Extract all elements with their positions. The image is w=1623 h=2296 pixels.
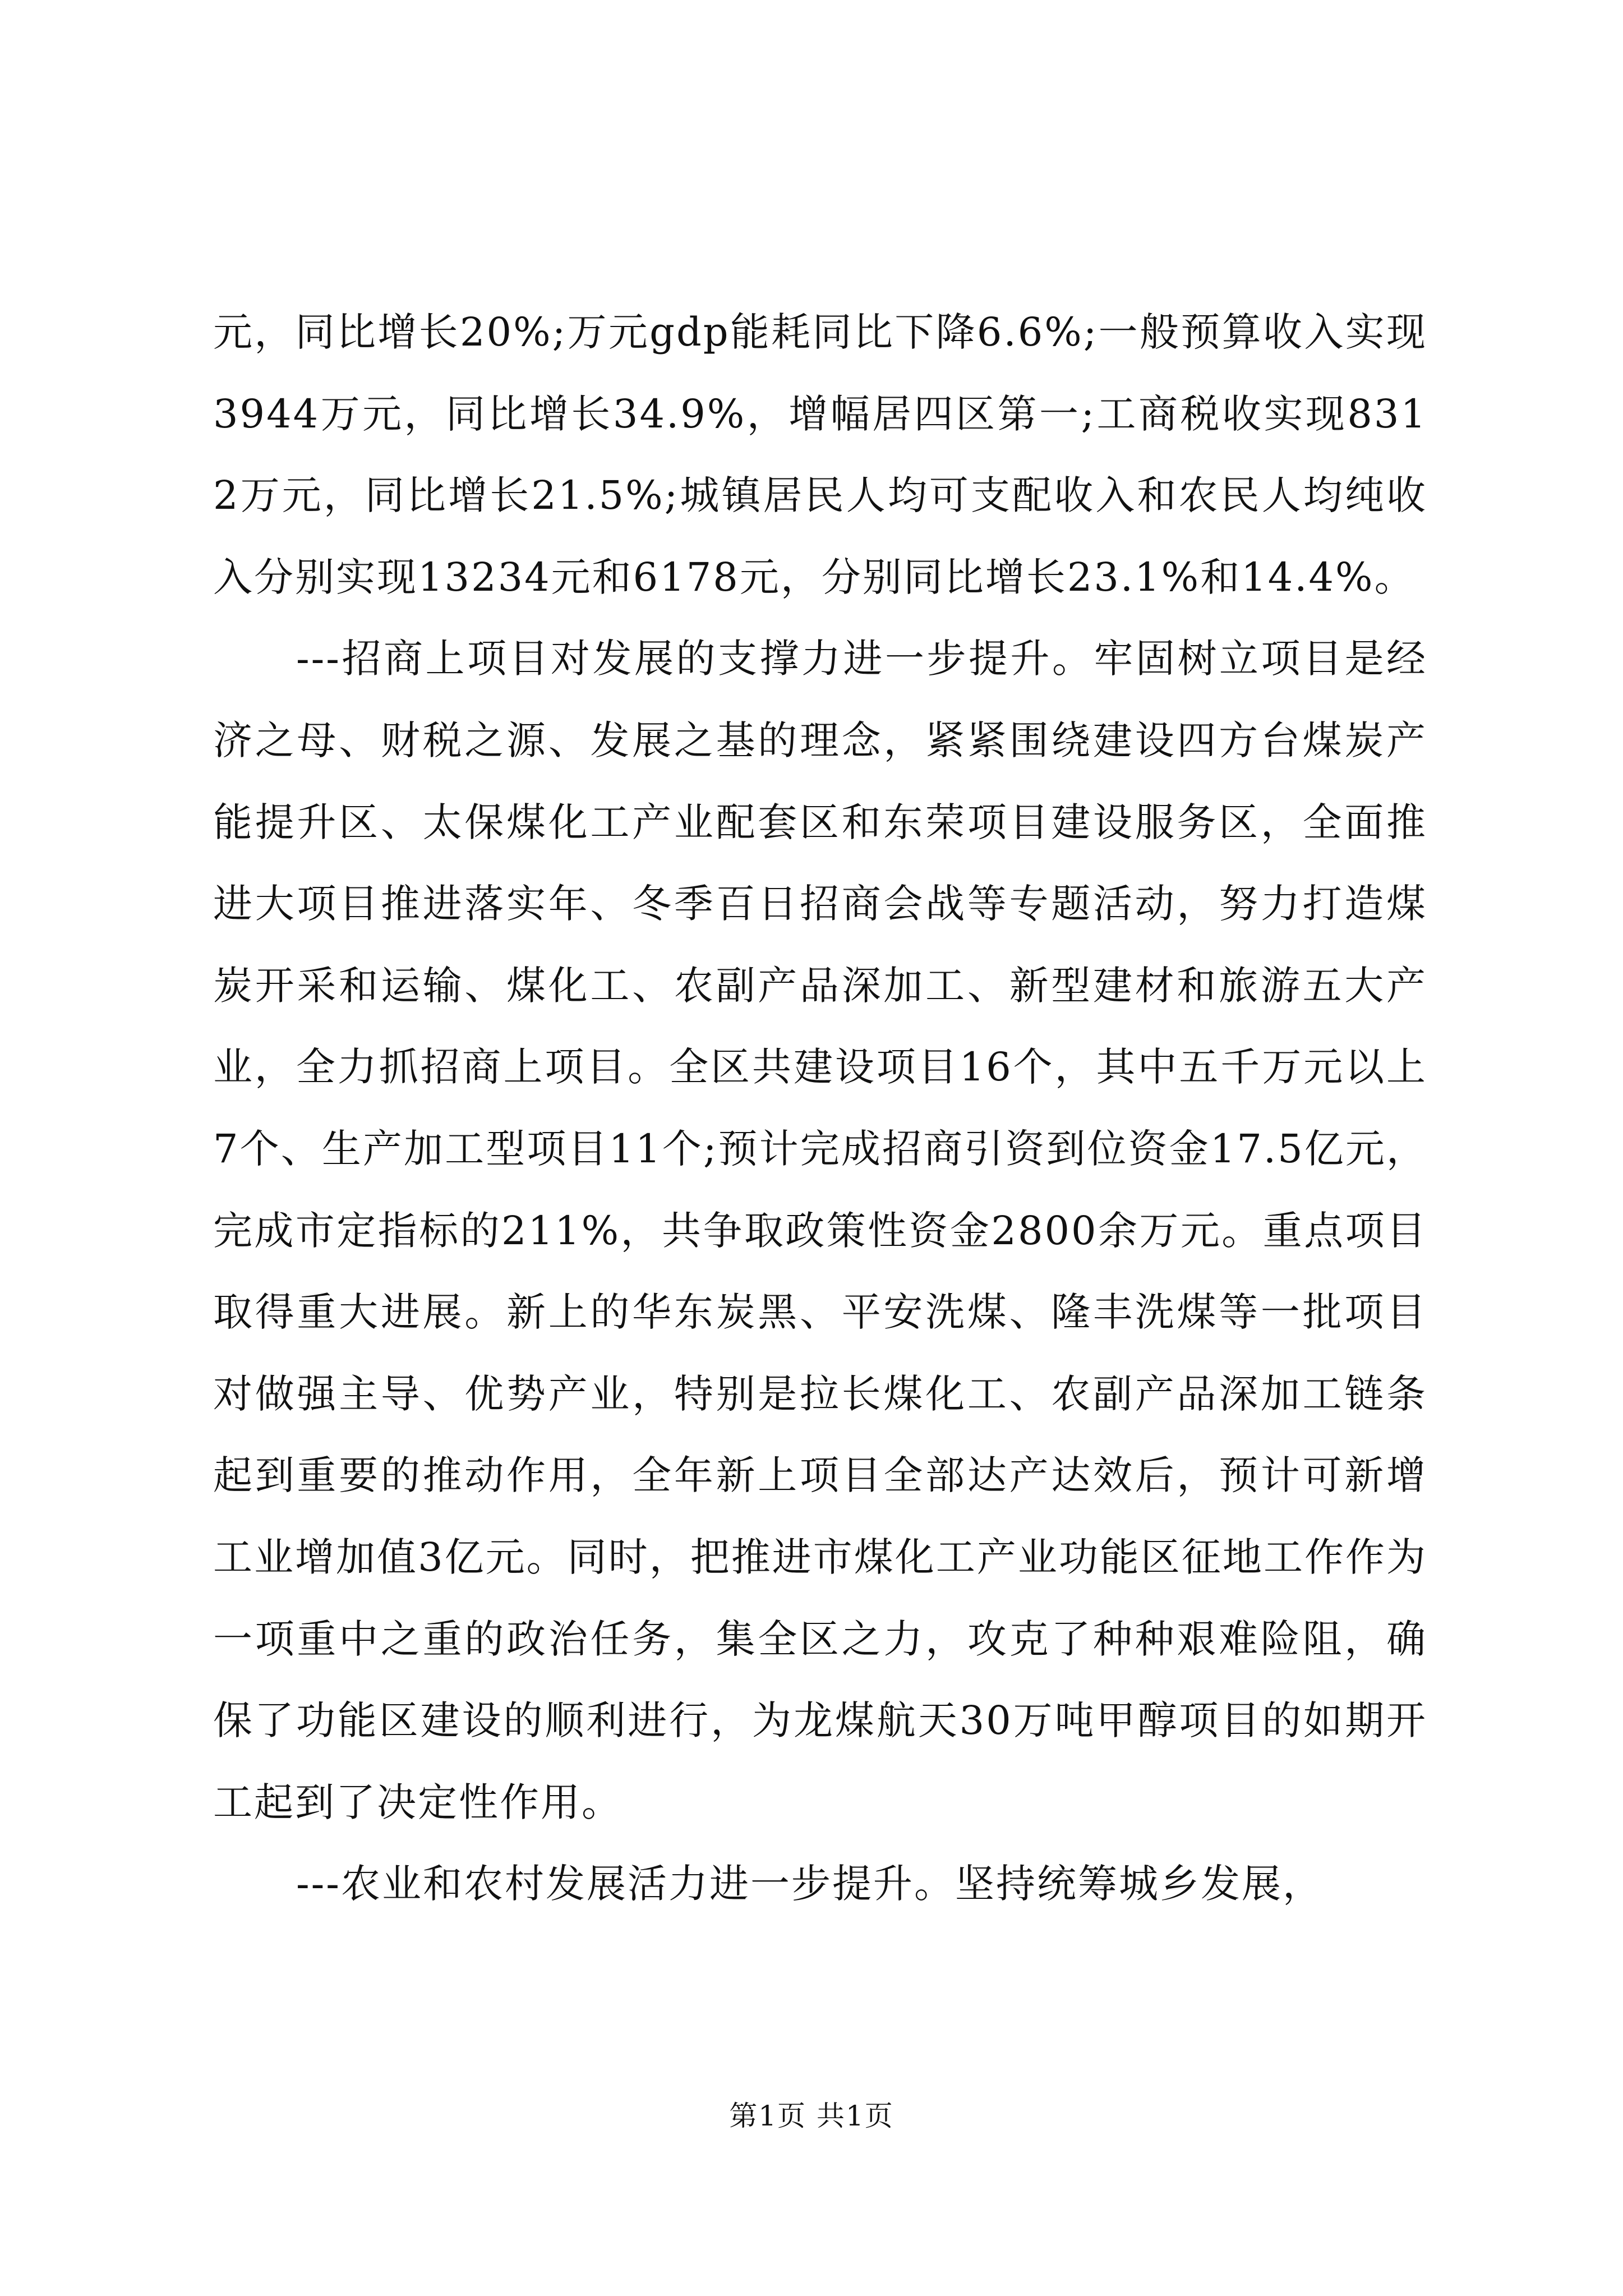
paragraph-investment-projects: ---招商上项目对发展的支撑力进一步提升。牢固树立项目是经济之母、财税之源、发展之基的理念，紧紧围绕建设四方台煤炭产能提升区、太保煤化工产业配套区和东荣项目建设服务区，全面推进大项目推进落实年、冬季百日招商会战等专题活动，努力打造煤炭开采和运输、煤化工、农副产品深加工、新型建材和旅游五大产业，全力抓招商上项目。全区共建设项目16个，其中五千万元以上7个、生产加工型项目11个;预计完成招商引资到位资金17.5亿元，完成市定指标的211%，共争取政策性资金2800余万元。重点项目取得重大进展。新上的华东炭黑、平安洗煤、隆丰洗煤等一批项目对做强主导、优势产业，特别是拉长煤化工、农副产品深加工链条起到重要的推动作用，全年新上项目全部达产达效后，预计可新增工业增加值3亿元。同时，把推进市煤化工产业功能区征地工作作为一项重中之重的政治任务，集全区之力，攻克了种种艰难险阻，确保了功能区建设的顺利进行，为龙煤航天30万吨甲醇项目的如期开工起到了决定性作用。 [213,636,1427,1825]
page-number-footer: 第1页 共1页 [729,2100,894,2132]
paragraph-agriculture: ---农业和农村发展活力进一步提升。坚持统筹城乡发展， [296,1861,1324,1907]
document-body [213,292,1427,1925]
paragraph-economic-indicators: 元，同比增长20%;万元gdp能耗同比下降6.6%;一般预算收入实现3944万元，同比增长34.9%，增幅居四区第一;工商税收实现8312万元，同比增长21.5%;城镇居民人均可支配收入和农民人均纯收入分别实现13234元和6178元，分别同比增长23.1%和14.4%。 [213,309,1427,600]
